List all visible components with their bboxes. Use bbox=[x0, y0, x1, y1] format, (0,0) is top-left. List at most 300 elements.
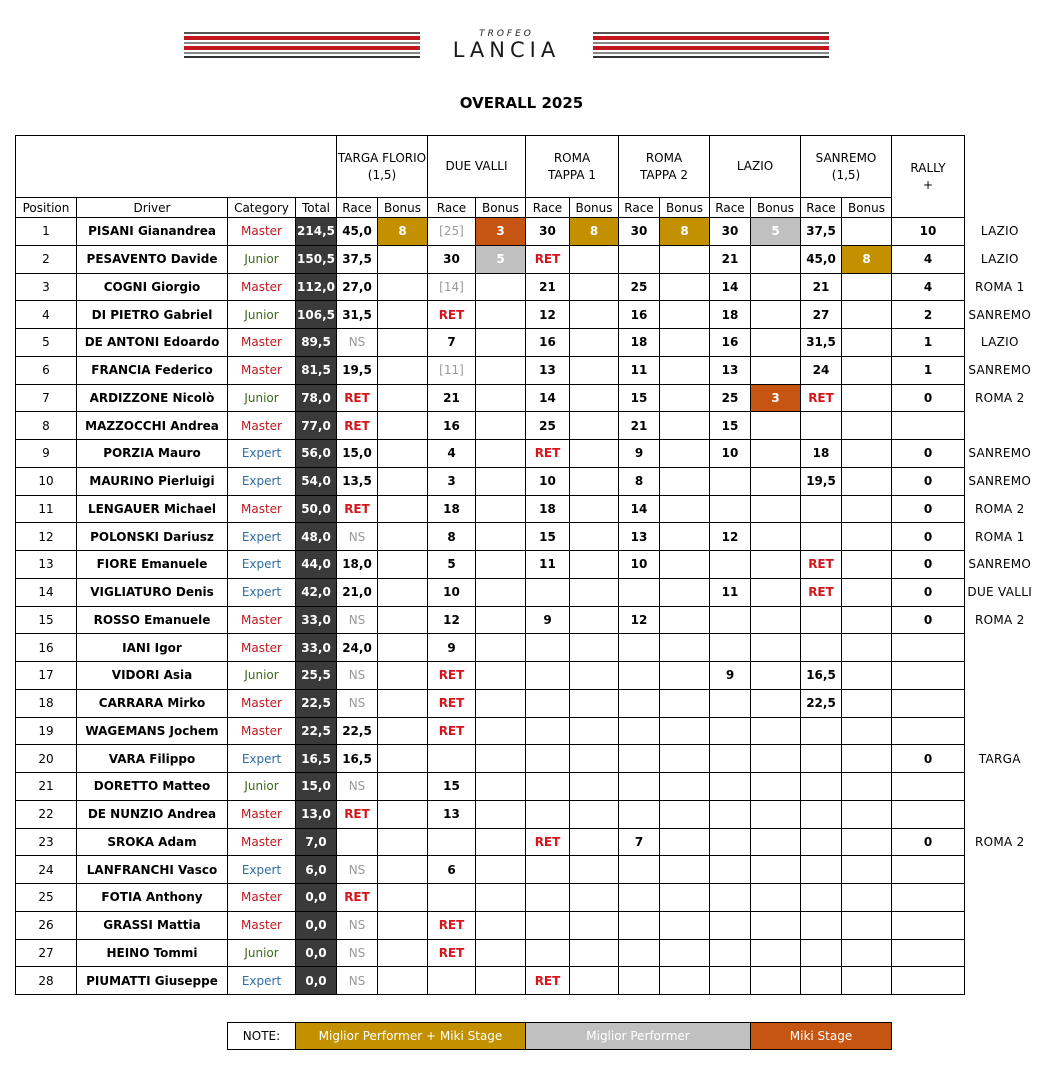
bonus-cell bbox=[660, 467, 710, 495]
bonus-cell bbox=[751, 967, 801, 995]
col-header-bonus: Bonus bbox=[570, 198, 619, 218]
race-cell: 13 bbox=[619, 523, 660, 551]
race-cell: 14 bbox=[710, 273, 751, 301]
bonus-cell bbox=[660, 689, 710, 717]
bonus-cell: 3 bbox=[751, 384, 801, 412]
race-cell: 15,0 bbox=[337, 440, 378, 468]
bonus-cell bbox=[476, 967, 526, 995]
note-cell: DUE VALLI bbox=[967, 585, 1033, 600]
total-cell: 13,0 bbox=[296, 800, 337, 828]
driver-cell: SROKA Adam bbox=[77, 828, 228, 856]
bonus-cell bbox=[751, 634, 801, 662]
category-cell: Master bbox=[228, 412, 296, 440]
note-cell: SANREMO bbox=[968, 474, 1032, 489]
race-cell: 9 bbox=[710, 662, 751, 690]
bonus-cell bbox=[570, 717, 619, 745]
race-cell: 19,5 bbox=[337, 356, 378, 384]
race-cell: RET bbox=[428, 301, 476, 329]
driver-cell: FOTIA Anthony bbox=[77, 884, 228, 912]
race-cell: 37,5 bbox=[337, 245, 378, 273]
bonus-cell bbox=[660, 578, 710, 606]
table-row bbox=[16, 911, 1035, 939]
race-cell bbox=[526, 745, 570, 773]
driver-cell: VIDORI Asia bbox=[77, 662, 228, 690]
bonus-cell bbox=[378, 329, 428, 357]
race-cell: 21 bbox=[526, 273, 570, 301]
bonus-cell bbox=[476, 634, 526, 662]
position-cell: 14 bbox=[16, 578, 77, 606]
race-cell: 16 bbox=[526, 329, 570, 357]
race-cell: 16 bbox=[710, 329, 751, 357]
table-row bbox=[16, 329, 1035, 357]
category-cell: Master bbox=[228, 689, 296, 717]
table-row bbox=[16, 245, 1035, 273]
race-cell: 25 bbox=[526, 412, 570, 440]
total-cell: 48,0 bbox=[296, 523, 337, 551]
position-cell: 22 bbox=[16, 800, 77, 828]
bonus-cell bbox=[842, 717, 892, 745]
position-cell: 10 bbox=[16, 467, 77, 495]
col-header-race: Race bbox=[801, 198, 842, 218]
col-header-race: Race bbox=[526, 198, 570, 218]
table-row bbox=[16, 634, 1035, 662]
bonus-cell: 5 bbox=[751, 218, 801, 246]
race-cell: 9 bbox=[526, 606, 570, 634]
bonus-cell: 8 bbox=[842, 245, 892, 273]
race-cell bbox=[710, 773, 751, 801]
table-row bbox=[16, 384, 1035, 412]
race-cell: 16,5 bbox=[801, 662, 842, 690]
bonus-cell bbox=[476, 606, 526, 634]
bonus-cell bbox=[570, 800, 619, 828]
category-cell: Junior bbox=[228, 384, 296, 412]
total-cell: 25,5 bbox=[296, 662, 337, 690]
bonus-cell bbox=[570, 911, 619, 939]
race-cell bbox=[619, 884, 660, 912]
table-row bbox=[16, 939, 1035, 967]
race-cell: 22,5 bbox=[337, 717, 378, 745]
race-cell: [14] bbox=[428, 273, 476, 301]
driver-cell: PISANI Gianandrea bbox=[77, 218, 228, 246]
position-cell: 4 bbox=[16, 301, 77, 329]
race-cell bbox=[801, 523, 842, 551]
bonus-cell bbox=[751, 440, 801, 468]
bonus-cell bbox=[378, 440, 428, 468]
race-cell: 11 bbox=[710, 578, 751, 606]
race-cell: 6 bbox=[428, 856, 476, 884]
bonus-cell bbox=[751, 245, 801, 273]
bonus-cell bbox=[660, 273, 710, 301]
bonus-cell bbox=[378, 384, 428, 412]
race-cell: 18 bbox=[710, 301, 751, 329]
race-cell bbox=[526, 578, 570, 606]
bonus-cell bbox=[751, 828, 801, 856]
rally-cell: 10 bbox=[892, 218, 965, 246]
race-cell bbox=[801, 606, 842, 634]
driver-cell: LANFRANCHI Vasco bbox=[77, 856, 228, 884]
category-cell: Master bbox=[228, 606, 296, 634]
bonus-cell bbox=[660, 662, 710, 690]
note-cell bbox=[965, 911, 1035, 939]
driver-cell: LENGAUER Michael bbox=[77, 495, 228, 523]
bonus-cell bbox=[660, 939, 710, 967]
total-cell: 81,5 bbox=[296, 356, 337, 384]
race-cell: NS bbox=[337, 329, 378, 357]
race-cell: 31,5 bbox=[801, 329, 842, 357]
table-row bbox=[16, 356, 1035, 384]
race-cell: 21 bbox=[710, 245, 751, 273]
col-header-bonus: Bonus bbox=[476, 198, 526, 218]
position-cell: 13 bbox=[16, 551, 77, 579]
bonus-cell bbox=[842, 606, 892, 634]
rally-cell: 4 bbox=[892, 245, 965, 273]
category-cell: Master bbox=[228, 273, 296, 301]
bonus-cell bbox=[476, 884, 526, 912]
rally-cell: 0 bbox=[892, 523, 965, 551]
race-cell bbox=[710, 606, 751, 634]
race-cell: 30 bbox=[710, 218, 751, 246]
category-cell: Expert bbox=[228, 856, 296, 884]
table-row bbox=[16, 828, 1035, 856]
col-header-driver: Driver bbox=[77, 198, 228, 218]
bonus-cell bbox=[378, 356, 428, 384]
total-cell: 0,0 bbox=[296, 967, 337, 995]
race-cell: 24 bbox=[801, 356, 842, 384]
standings-table bbox=[15, 135, 1035, 995]
race-cell: 15 bbox=[428, 773, 476, 801]
race-cell: 21 bbox=[801, 273, 842, 301]
bonus-cell bbox=[751, 273, 801, 301]
race-cell: 30 bbox=[526, 218, 570, 246]
note-cell: SANREMO bbox=[968, 307, 1032, 322]
col-header-bonus: Bonus bbox=[842, 198, 892, 218]
category-cell: Expert bbox=[228, 523, 296, 551]
category-cell: Master bbox=[228, 356, 296, 384]
total-cell: 6,0 bbox=[296, 856, 337, 884]
race-cell: 13,5 bbox=[337, 467, 378, 495]
table-row bbox=[16, 301, 1035, 329]
category-cell: Master bbox=[228, 495, 296, 523]
note-cell bbox=[965, 634, 1035, 662]
race-cell bbox=[710, 745, 751, 773]
col-header-race: Race bbox=[710, 198, 751, 218]
bonus-cell bbox=[378, 662, 428, 690]
category-cell: Master bbox=[228, 218, 296, 246]
driver-cell: PIUMATTI Giuseppe bbox=[77, 967, 228, 995]
race-cell: 8 bbox=[428, 523, 476, 551]
driver-cell: VARA Filippo bbox=[77, 745, 228, 773]
driver-cell: VIGLIATURO Denis bbox=[77, 578, 228, 606]
note-cell: SANREMO bbox=[968, 363, 1032, 378]
race-cell: RET bbox=[428, 717, 476, 745]
bonus-cell bbox=[476, 412, 526, 440]
category-cell: Master bbox=[228, 717, 296, 745]
bonus-cell bbox=[378, 273, 428, 301]
rally-cell bbox=[892, 689, 965, 717]
bonus-cell bbox=[842, 745, 892, 773]
rally-cell: 0 bbox=[892, 578, 965, 606]
bonus-cell bbox=[570, 551, 619, 579]
position-cell: 19 bbox=[16, 717, 77, 745]
race-cell: 10 bbox=[428, 578, 476, 606]
total-cell: 106,5 bbox=[296, 301, 337, 329]
rally-cell: 0 bbox=[892, 495, 965, 523]
bonus-cell: 3 bbox=[476, 218, 526, 246]
race-cell bbox=[619, 856, 660, 884]
position-cell: 26 bbox=[16, 911, 77, 939]
driver-cell: PORZIA Mauro bbox=[77, 440, 228, 468]
bonus-cell bbox=[570, 495, 619, 523]
note-cell bbox=[965, 800, 1035, 828]
bonus-cell bbox=[570, 828, 619, 856]
total-cell: 33,0 bbox=[296, 606, 337, 634]
bonus-cell bbox=[570, 301, 619, 329]
race-cell bbox=[619, 800, 660, 828]
total-cell: 42,0 bbox=[296, 578, 337, 606]
event-header-due-valli: DUE VALLI bbox=[428, 136, 526, 198]
race-cell: RET bbox=[337, 800, 378, 828]
bonus-cell bbox=[751, 689, 801, 717]
note-cell bbox=[965, 412, 1035, 440]
col-header-category: Category bbox=[228, 198, 296, 218]
race-cell: 7 bbox=[428, 329, 476, 357]
bonus-cell bbox=[570, 245, 619, 273]
total-cell: 7,0 bbox=[296, 828, 337, 856]
race-cell: [25] bbox=[428, 218, 476, 246]
bonus-cell: 5 bbox=[476, 245, 526, 273]
bonus-cell bbox=[476, 911, 526, 939]
table-row bbox=[16, 467, 1035, 495]
bonus-cell bbox=[476, 523, 526, 551]
race-cell bbox=[801, 800, 842, 828]
bonus-cell bbox=[660, 856, 710, 884]
event-header-roma-tappa-2: ROMA TAPPA 2 bbox=[619, 136, 710, 198]
position-cell: 18 bbox=[16, 689, 77, 717]
bonus-cell bbox=[842, 911, 892, 939]
race-cell bbox=[619, 939, 660, 967]
race-cell: 13 bbox=[526, 356, 570, 384]
col-header-race: Race bbox=[337, 198, 378, 218]
bonus-cell bbox=[842, 495, 892, 523]
driver-cell: ROSSO Emanuele bbox=[77, 606, 228, 634]
race-cell bbox=[801, 828, 842, 856]
race-cell: 10 bbox=[526, 467, 570, 495]
race-cell: 12 bbox=[526, 301, 570, 329]
rally-cell bbox=[892, 967, 965, 995]
race-cell: NS bbox=[337, 773, 378, 801]
bonus-cell bbox=[570, 662, 619, 690]
category-cell: Expert bbox=[228, 551, 296, 579]
position-cell: 8 bbox=[16, 412, 77, 440]
race-cell bbox=[710, 856, 751, 884]
bonus-cell bbox=[842, 856, 892, 884]
total-cell: 22,5 bbox=[296, 689, 337, 717]
bonus-cell bbox=[751, 911, 801, 939]
race-cell bbox=[801, 884, 842, 912]
race-cell bbox=[710, 828, 751, 856]
note-cell: LAZIO bbox=[980, 252, 1019, 267]
logo-stripes-left bbox=[184, 32, 420, 58]
total-cell: 22,5 bbox=[296, 717, 337, 745]
category-cell: Master bbox=[228, 800, 296, 828]
bonus-cell bbox=[476, 939, 526, 967]
race-cell bbox=[801, 773, 842, 801]
rally-cell: 0 bbox=[892, 606, 965, 634]
rally-cell: 0 bbox=[892, 467, 965, 495]
event-header-targa-florio: TARGA FLORIO (1,5) bbox=[337, 136, 428, 198]
position-cell: 28 bbox=[16, 967, 77, 995]
bonus-cell bbox=[660, 523, 710, 551]
race-cell bbox=[619, 967, 660, 995]
race-cell: RET bbox=[337, 884, 378, 912]
note-cell bbox=[965, 967, 1035, 995]
bonus-cell bbox=[476, 689, 526, 717]
position-cell: 20 bbox=[16, 745, 77, 773]
race-cell: 13 bbox=[428, 800, 476, 828]
race-cell: NS bbox=[337, 662, 378, 690]
bonus-cell bbox=[378, 551, 428, 579]
bonus-cell bbox=[660, 606, 710, 634]
bonus-cell bbox=[660, 634, 710, 662]
rally-cell: 1 bbox=[892, 329, 965, 357]
note-cell bbox=[965, 939, 1035, 967]
bonus-cell bbox=[751, 717, 801, 745]
driver-cell: POLONSKI Dariusz bbox=[77, 523, 228, 551]
note-cell: ROMA 1 bbox=[974, 529, 1025, 544]
bonus-cell bbox=[842, 301, 892, 329]
total-cell: 15,0 bbox=[296, 773, 337, 801]
bonus-cell bbox=[570, 273, 619, 301]
table-row bbox=[16, 800, 1035, 828]
race-cell bbox=[710, 911, 751, 939]
race-cell bbox=[526, 662, 570, 690]
bonus-cell bbox=[570, 329, 619, 357]
table-row bbox=[16, 412, 1035, 440]
race-cell: 10 bbox=[710, 440, 751, 468]
bonus-cell bbox=[660, 384, 710, 412]
bonus-cell bbox=[570, 745, 619, 773]
bonus-cell bbox=[476, 578, 526, 606]
race-cell bbox=[428, 828, 476, 856]
race-cell bbox=[801, 967, 842, 995]
race-cell: 18 bbox=[619, 329, 660, 357]
race-cell bbox=[526, 939, 570, 967]
race-cell: 45,0 bbox=[337, 218, 378, 246]
position-cell: 12 bbox=[16, 523, 77, 551]
driver-cell: DORETTO Matteo bbox=[77, 773, 228, 801]
race-cell bbox=[526, 884, 570, 912]
race-cell: RET bbox=[801, 578, 842, 606]
bonus-cell bbox=[751, 467, 801, 495]
bonus-cell bbox=[660, 356, 710, 384]
category-cell: Expert bbox=[228, 745, 296, 773]
bonus-cell: 8 bbox=[660, 218, 710, 246]
bonus-cell bbox=[660, 440, 710, 468]
total-cell: 0,0 bbox=[296, 884, 337, 912]
race-cell: 15 bbox=[710, 412, 751, 440]
bonus-cell: 8 bbox=[570, 218, 619, 246]
driver-cell: CARRARA Mirko bbox=[77, 689, 228, 717]
race-cell: 25 bbox=[619, 273, 660, 301]
bonus-cell bbox=[751, 356, 801, 384]
race-cell bbox=[801, 856, 842, 884]
bonus-cell bbox=[751, 856, 801, 884]
note-cell: TARGA bbox=[978, 751, 1021, 766]
category-cell: Expert bbox=[228, 578, 296, 606]
bonus-cell bbox=[378, 717, 428, 745]
race-cell: 21,0 bbox=[337, 578, 378, 606]
driver-cell: MAURINO Pierluigi bbox=[77, 467, 228, 495]
note-cell: SANREMO bbox=[968, 446, 1032, 461]
race-cell: 12 bbox=[710, 523, 751, 551]
logo-trofeo: TROFEO bbox=[479, 29, 534, 39]
total-cell: 54,0 bbox=[296, 467, 337, 495]
bonus-cell bbox=[476, 856, 526, 884]
bonus-cell bbox=[378, 856, 428, 884]
race-cell: NS bbox=[337, 689, 378, 717]
logo-stripes-right bbox=[593, 32, 829, 58]
bonus-cell bbox=[378, 967, 428, 995]
bonus-cell bbox=[570, 384, 619, 412]
driver-cell: GRASSI Mattia bbox=[77, 911, 228, 939]
bonus-cell bbox=[751, 301, 801, 329]
driver-cell: DI PIETRO Gabriel bbox=[77, 301, 228, 329]
note-cell: LAZIO bbox=[980, 224, 1019, 239]
note-cell: ROMA 1 bbox=[974, 279, 1025, 294]
race-cell: 18,0 bbox=[337, 551, 378, 579]
bonus-cell bbox=[476, 273, 526, 301]
driver-cell: COGNI Giorgio bbox=[77, 273, 228, 301]
race-cell: 4 bbox=[428, 440, 476, 468]
note-cell: ROMA 2 bbox=[974, 390, 1025, 405]
total-cell: 56,0 bbox=[296, 440, 337, 468]
rally-cell bbox=[892, 884, 965, 912]
race-cell: 8 bbox=[619, 467, 660, 495]
bonus-cell bbox=[378, 939, 428, 967]
col-header-position: Position bbox=[16, 198, 77, 218]
table-row bbox=[16, 495, 1035, 523]
race-cell: NS bbox=[337, 939, 378, 967]
bonus-cell bbox=[570, 884, 619, 912]
category-cell: Junior bbox=[228, 245, 296, 273]
race-cell: RET bbox=[526, 967, 570, 995]
position-cell: 7 bbox=[16, 384, 77, 412]
category-cell: Junior bbox=[228, 301, 296, 329]
trofeo-lancia-logo bbox=[184, 30, 829, 60]
race-cell: 16 bbox=[428, 412, 476, 440]
bonus-cell bbox=[660, 717, 710, 745]
note-cell bbox=[965, 884, 1035, 912]
bonus-cell bbox=[570, 967, 619, 995]
race-cell bbox=[710, 967, 751, 995]
col-header-bonus: Bonus bbox=[660, 198, 710, 218]
race-cell: 16,5 bbox=[337, 745, 378, 773]
race-cell bbox=[619, 911, 660, 939]
category-cell: Junior bbox=[228, 939, 296, 967]
driver-cell: ARDIZZONE Nicolò bbox=[77, 384, 228, 412]
bonus-cell bbox=[476, 800, 526, 828]
col-header-race: Race bbox=[428, 198, 476, 218]
driver-cell: PESAVENTO Davide bbox=[77, 245, 228, 273]
col-header-race: Race bbox=[619, 198, 660, 218]
race-cell: NS bbox=[337, 967, 378, 995]
logo-lancia: LANCIA bbox=[452, 38, 561, 62]
position-cell: 15 bbox=[16, 606, 77, 634]
total-cell: 112,0 bbox=[296, 273, 337, 301]
race-cell: RET bbox=[801, 384, 842, 412]
driver-cell: FRANCIA Federico bbox=[77, 356, 228, 384]
bonus-cell bbox=[660, 911, 710, 939]
